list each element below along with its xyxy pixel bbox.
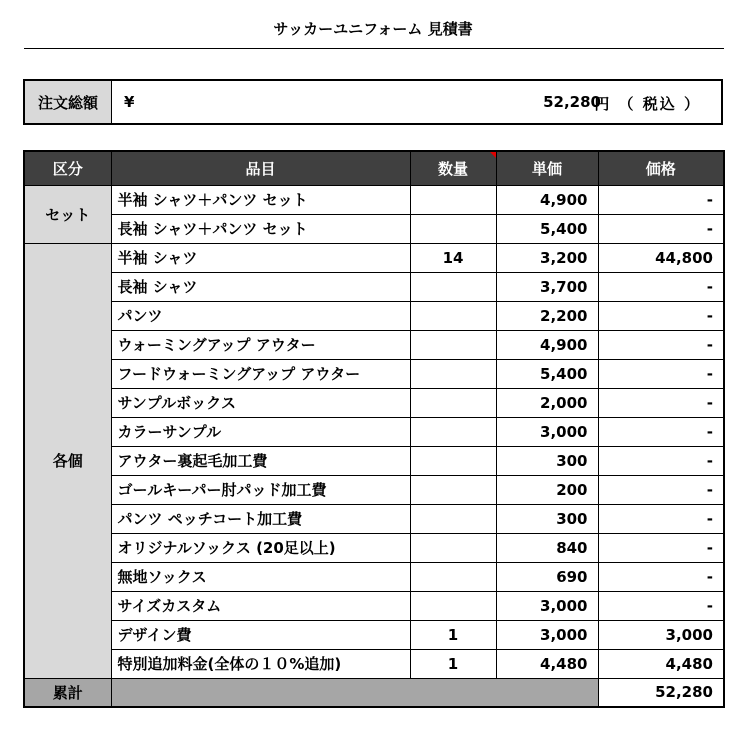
- item-cell[interactable]: サンプルボックス: [111, 388, 410, 417]
- order-total-amount: 52,280: [543, 93, 601, 111]
- unit-price-cell[interactable]: 2,000: [496, 388, 598, 417]
- total-row: [24, 678, 724, 707]
- qty-cell[interactable]: [410, 475, 496, 504]
- table-row: [24, 214, 724, 243]
- title-underline: [24, 48, 724, 49]
- item-cell[interactable]: 無地ソックス: [111, 562, 410, 591]
- order-total-value-cell[interactable]: [112, 81, 721, 123]
- table-row: [24, 417, 724, 446]
- price-cell[interactable]: -: [598, 272, 724, 301]
- unit-price-cell[interactable]: 4,900: [496, 330, 598, 359]
- table-row: [24, 649, 724, 678]
- unit-price-cell[interactable]: 3,200: [496, 243, 598, 272]
- item-cell[interactable]: オリジナルソックス (20足以上): [111, 533, 410, 562]
- total-blank-cell[interactable]: [111, 678, 598, 707]
- table-row: [24, 272, 724, 301]
- quote-table: [23, 150, 725, 708]
- unit-price-cell[interactable]: 3,000: [496, 620, 598, 649]
- table-row: [24, 591, 724, 620]
- qty-cell[interactable]: [410, 272, 496, 301]
- item-cell[interactable]: 半袖 シャツ: [111, 243, 410, 272]
- item-cell[interactable]: アウター裏起毛加工費: [111, 446, 410, 475]
- unit-price-cell[interactable]: 2,200: [496, 301, 598, 330]
- qty-cell[interactable]: 14: [410, 243, 496, 272]
- price-cell[interactable]: 4,480: [598, 649, 724, 678]
- price-cell[interactable]: -: [598, 301, 724, 330]
- price-cell[interactable]: -: [598, 446, 724, 475]
- order-total-label: 注文総額: [25, 81, 112, 123]
- unit-price-cell[interactable]: 840: [496, 533, 598, 562]
- price-cell[interactable]: 3,000: [598, 620, 724, 649]
- item-cell[interactable]: カラーサンプル: [111, 417, 410, 446]
- item-cell[interactable]: パンツ ペッチコート加工費: [111, 504, 410, 533]
- order-total-box: [23, 79, 723, 125]
- header-item: 品目: [111, 151, 410, 185]
- unit-price-cell[interactable]: 3,000: [496, 417, 598, 446]
- item-cell[interactable]: 長袖 シャツ＋パンツ セット: [111, 214, 410, 243]
- item-cell[interactable]: デザイン費: [111, 620, 410, 649]
- table-row: [24, 243, 724, 272]
- unit-price-cell[interactable]: 3,000: [496, 591, 598, 620]
- order-total-unit: 円 （ 税込 ）: [594, 95, 701, 113]
- item-cell[interactable]: ゴールキーパー肘パッド加工費: [111, 475, 410, 504]
- total-label-cell[interactable]: 累計: [24, 678, 111, 707]
- item-cell[interactable]: フードウォーミングアップ アウター: [111, 359, 410, 388]
- unit-price-cell[interactable]: 4,480: [496, 649, 598, 678]
- qty-cell[interactable]: [410, 562, 496, 591]
- qty-cell[interactable]: [410, 359, 496, 388]
- grand-total-cell[interactable]: 52,280: [598, 678, 724, 707]
- qty-cell[interactable]: [410, 533, 496, 562]
- table-body: [24, 185, 724, 707]
- qty-cell[interactable]: [410, 591, 496, 620]
- qty-cell[interactable]: [410, 388, 496, 417]
- document-title: サッカーユニフォーム 見積書: [273, 20, 473, 38]
- price-cell[interactable]: -: [598, 214, 724, 243]
- table-row: [24, 359, 724, 388]
- qty-cell[interactable]: [410, 417, 496, 446]
- price-cell[interactable]: -: [598, 185, 724, 214]
- qty-cell[interactable]: [410, 214, 496, 243]
- table-row: [24, 446, 724, 475]
- yen-symbol: ¥: [124, 93, 135, 111]
- price-cell[interactable]: -: [598, 330, 724, 359]
- header-qty-label: 数量: [437, 159, 468, 178]
- table-row: [24, 620, 724, 649]
- qty-cell[interactable]: [410, 301, 496, 330]
- table-row: [24, 533, 724, 562]
- table-row: [24, 301, 724, 330]
- table-row: [24, 388, 724, 417]
- unit-price-cell[interactable]: 690: [496, 562, 598, 591]
- table-row: [24, 504, 724, 533]
- unit-price-cell[interactable]: 4,900: [496, 185, 598, 214]
- price-cell[interactable]: -: [598, 504, 724, 533]
- item-cell[interactable]: 長袖 シャツ: [111, 272, 410, 301]
- unit-price-cell[interactable]: 5,400: [496, 214, 598, 243]
- price-cell[interactable]: -: [598, 417, 724, 446]
- unit-price-cell[interactable]: 3,700: [496, 272, 598, 301]
- price-cell[interactable]: -: [598, 591, 724, 620]
- item-cell[interactable]: 半袖 シャツ＋パンツ セット: [111, 185, 410, 214]
- price-cell[interactable]: -: [598, 562, 724, 591]
- price-cell[interactable]: 44,800: [598, 243, 724, 272]
- qty-cell[interactable]: [410, 185, 496, 214]
- header-category: 区分: [24, 151, 111, 185]
- unit-price-cell[interactable]: 5,400: [496, 359, 598, 388]
- price-cell[interactable]: -: [598, 388, 724, 417]
- item-cell[interactable]: パンツ: [111, 301, 410, 330]
- header-qty: [410, 151, 496, 185]
- price-cell[interactable]: -: [598, 533, 724, 562]
- comment-indicator[interactable]: [490, 152, 496, 158]
- table-row: [24, 562, 724, 591]
- qty-cell[interactable]: [410, 330, 496, 359]
- price-cell[interactable]: -: [598, 359, 724, 388]
- unit-price-cell[interactable]: 200: [496, 475, 598, 504]
- qty-cell[interactable]: 1: [410, 649, 496, 678]
- table-row: [24, 475, 724, 504]
- unit-price-cell[interactable]: 300: [496, 504, 598, 533]
- item-cell[interactable]: ウォーミングアップ アウター: [111, 330, 410, 359]
- table-row: [24, 330, 724, 359]
- unit-price-cell[interactable]: 300: [496, 446, 598, 475]
- table-header-row: [24, 151, 724, 185]
- qty-cell[interactable]: [410, 504, 496, 533]
- qty-cell[interactable]: [410, 446, 496, 475]
- table-row: [24, 185, 724, 214]
- price-cell[interactable]: -: [598, 475, 724, 504]
- item-cell[interactable]: 特別追加料金(全体の１０%追加): [111, 649, 410, 678]
- header-price: 価格: [598, 151, 724, 185]
- item-cell[interactable]: サイズカスタム: [111, 591, 410, 620]
- category-cell[interactable]: セット: [24, 185, 111, 243]
- category-cell[interactable]: 各個: [24, 243, 111, 678]
- qty-cell[interactable]: 1: [410, 620, 496, 649]
- header-unit-price: 単価: [496, 151, 598, 185]
